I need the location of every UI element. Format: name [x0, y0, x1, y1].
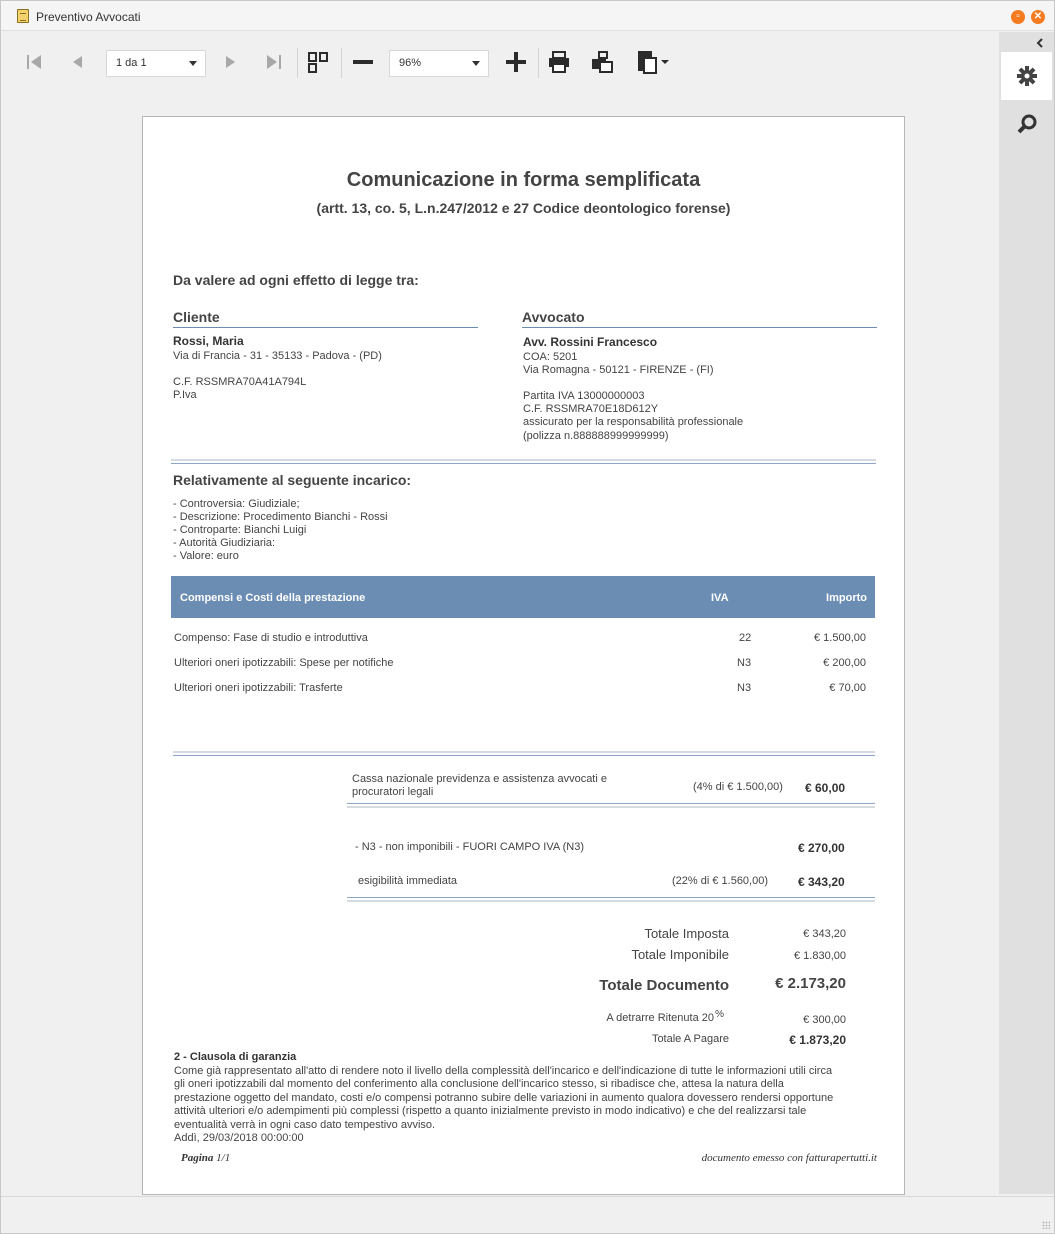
print-button[interactable]: [541, 44, 577, 80]
lawyer-policy: (polizza n.888888999999999): [523, 430, 669, 442]
page-select-value: 1 da 1: [116, 57, 147, 69]
multipage-button[interactable]: [300, 44, 336, 80]
client-piva: P.Iva: [173, 389, 197, 401]
client-cf: C.F. RSSMRA70A41A794L: [173, 376, 307, 388]
lawyer-insurance: assicurato per la responsabilità professionale: [523, 416, 744, 428]
quick-print-button[interactable]: [584, 44, 620, 80]
document-subtitle: (artt. 13, co. 5, L.n.247/2012 e 27 Codice deontologico forense): [316, 200, 731, 216]
ritenuta-value: € 300,00: [803, 1014, 846, 1026]
esigibilita-value: € 343,20: [798, 875, 845, 889]
search-icon: [1016, 113, 1038, 135]
table-row: [171, 632, 875, 646]
page-count: 1/1: [216, 1152, 231, 1164]
n3-label: - N3 - non imponibili - FUORI CAMPO IVA (N3): [355, 841, 585, 853]
section-divider: [173, 751, 875, 756]
costs-table-header: [171, 576, 875, 618]
page-select[interactable]: [106, 50, 206, 77]
lawyer-address: Via Romagna - 50121 - FIRENZE - (FI): [523, 364, 714, 376]
emitted-by: documento emesso con fatturapertutti.it: [701, 1152, 877, 1164]
clause-line: gli oneri ipotizzabili dal momento del conferimento alla conclusione dell'incarico stesso, si ribadisce che, attesa la natura della: [174, 1078, 784, 1091]
n3-value: € 270,00: [798, 841, 845, 855]
row-amount: € 70,00: [829, 682, 866, 694]
column-header-description: Compensi e Costi della prestazione: [180, 592, 366, 604]
totale-imponibile-value: € 1.830,00: [794, 950, 846, 962]
window-title: Preventivo Avvocati: [36, 10, 141, 24]
clause-line: prestazione oggetto del mandato, costi e/o compensi potranno subire delle variazioni in aumento qualora dovessero rendersi opportune: [174, 1091, 834, 1104]
lawyer-coa: COA: 5201: [523, 351, 578, 363]
next-page-icon: [223, 53, 239, 71]
column-header-iva: IVA: [711, 592, 729, 604]
minus-icon: [352, 51, 374, 73]
export-icon: [635, 49, 671, 75]
row-iva: N3: [737, 682, 752, 694]
totale-imposta-value: € 343,20: [803, 928, 846, 940]
table-row: [171, 657, 875, 671]
chevron-down-icon: [189, 61, 197, 66]
assignment-heading: Relativamente al seguente incarico:: [173, 472, 412, 488]
assignment-list: [173, 498, 388, 563]
resize-grip[interactable]: [1042, 1221, 1050, 1229]
totale-pagare-value: € 1.873,20: [789, 1033, 846, 1047]
first-page-icon: [25, 53, 45, 71]
maximize-button[interactable]: ▫: [1011, 10, 1025, 24]
column-header-amount: Importo: [826, 592, 867, 604]
toolbar-separator: [297, 48, 298, 78]
row-amount: € 200,00: [823, 657, 866, 669]
zoom-out-button[interactable]: [345, 44, 381, 80]
status-bar: [1, 1196, 1054, 1233]
totale-imponibile-label: Totale Imponibile: [631, 947, 729, 962]
toolbar: [1, 32, 999, 94]
first-page-button[interactable]: [17, 44, 53, 80]
lawyer-name: Avv. Rossini Francesco: [523, 335, 658, 349]
next-page-button[interactable]: [213, 44, 249, 80]
quick-print-icon: [590, 50, 614, 74]
summary-divider: [347, 897, 875, 902]
toolbar-separator: [538, 48, 539, 78]
side-panel: [999, 32, 1054, 1194]
search-tab[interactable]: [1001, 100, 1052, 148]
cassa-value: € 60,00: [805, 781, 846, 795]
printer-icon: [547, 50, 571, 74]
client-name: Rossi, Maria: [173, 334, 244, 348]
page-number: [181, 1152, 230, 1164]
multipage-icon: [307, 51, 329, 73]
client-heading: Cliente: [173, 309, 478, 328]
cassa-base: (4% di € 1.500,00): [693, 781, 783, 793]
clause-line: eventualità verrà in ogni caso dato tempestivo avviso.: [174, 1118, 436, 1131]
clause-date: Addì, 29/03/2018 00:00:00: [174, 1132, 304, 1145]
row-amount: € 1.500,00: [814, 632, 866, 644]
clause-text: [174, 1065, 879, 1145]
table-row: [171, 682, 875, 696]
lawyer-heading: Avvocato: [522, 309, 877, 328]
last-page-button[interactable]: [255, 44, 291, 80]
assignment-item: - Controversia: Giudiziale;: [173, 498, 300, 510]
assignment-item: - Valore: euro: [173, 550, 239, 562]
close-button[interactable]: ✕: [1031, 10, 1045, 24]
row-iva: 22: [739, 632, 752, 644]
lawyer-piva: Partita IVA 13000000003: [523, 390, 645, 402]
previous-page-icon: [69, 53, 85, 71]
document-page: [142, 116, 905, 1195]
ritenuta-percent: %: [715, 1009, 724, 1020]
gear-icon: [1016, 65, 1038, 87]
chevron-down-icon: [472, 61, 480, 66]
row-iva: N3: [737, 657, 752, 669]
totale-pagare-label: Totale A Pagare: [651, 1033, 729, 1045]
clause-line: attività ulteriori e/o adempimenti più complessi (rispetto a quanto inizialmente previsto in modo indicativo) e che del realizzarsi tale: [174, 1105, 807, 1118]
chevron-left-icon: [1035, 37, 1045, 49]
row-description: Ulteriori oneri ipotizzabili: Spese per notifiche: [174, 657, 394, 669]
settings-tab[interactable]: [1001, 52, 1052, 100]
assignment-item: - Controparte: Bianchi Luigi: [173, 524, 307, 536]
assignment-item: - Descrizione: Procedimento Bianchi - Rossi: [173, 511, 388, 523]
toolbar-separator: [341, 48, 342, 78]
title-bar: [1, 1, 1054, 31]
report-icon: [17, 9, 29, 23]
zoom-select-value: 96%: [399, 57, 422, 69]
page-word: Pagina: [181, 1152, 214, 1164]
clause-line: Come già rappresentato all'atto di rendere noto il livello della complessità dell'incarico e dell'indicazione di tutte le informazioni utili circa: [174, 1065, 833, 1077]
summary-divider: [347, 803, 875, 808]
zoom-in-button[interactable]: [498, 44, 534, 80]
totale-documento-value: € 2.173,20: [775, 975, 846, 992]
previous-page-button[interactable]: [59, 44, 95, 80]
assignment-item: - Autorità Giudiziaria:: [173, 537, 276, 549]
section-divider: [171, 459, 876, 464]
document-title: Comunicazione in forma semplificata: [346, 169, 701, 191]
totale-imposta-label: Totale Imposta: [644, 926, 729, 941]
esigibilita-base: (22% di € 1.560,00): [672, 875, 769, 887]
export-button[interactable]: [631, 44, 675, 80]
intro-heading: Da valere ad ogni effetto di legge tra:: [173, 272, 419, 288]
cassa-label: Cassa nazionale previdenza e assistenza avvocati e procuratori legali: [352, 773, 607, 798]
ritenuta-label: A detrarre Ritenuta 20: [606, 1012, 714, 1024]
clause-title: 2 - Clausola di garanzia: [174, 1051, 297, 1063]
client-address: Via di Francia - 31 - 35133 - Padova - (PD): [173, 350, 382, 362]
plus-icon: [505, 51, 527, 73]
esigibilita-label: esigibilità immediata: [358, 875, 458, 887]
totale-documento-label: Totale Documento: [599, 977, 729, 994]
lawyer-cf: C.F. RSSMRA70E18D612Y: [523, 403, 659, 415]
last-page-icon: [263, 53, 283, 71]
zoom-select[interactable]: [389, 50, 489, 77]
row-description: Ulteriori oneri ipotizzabili: Trasferte: [174, 682, 343, 694]
collapse-panel-button[interactable]: [1035, 36, 1045, 52]
row-description: Compenso: Fase di studio e introduttiva: [174, 632, 368, 644]
